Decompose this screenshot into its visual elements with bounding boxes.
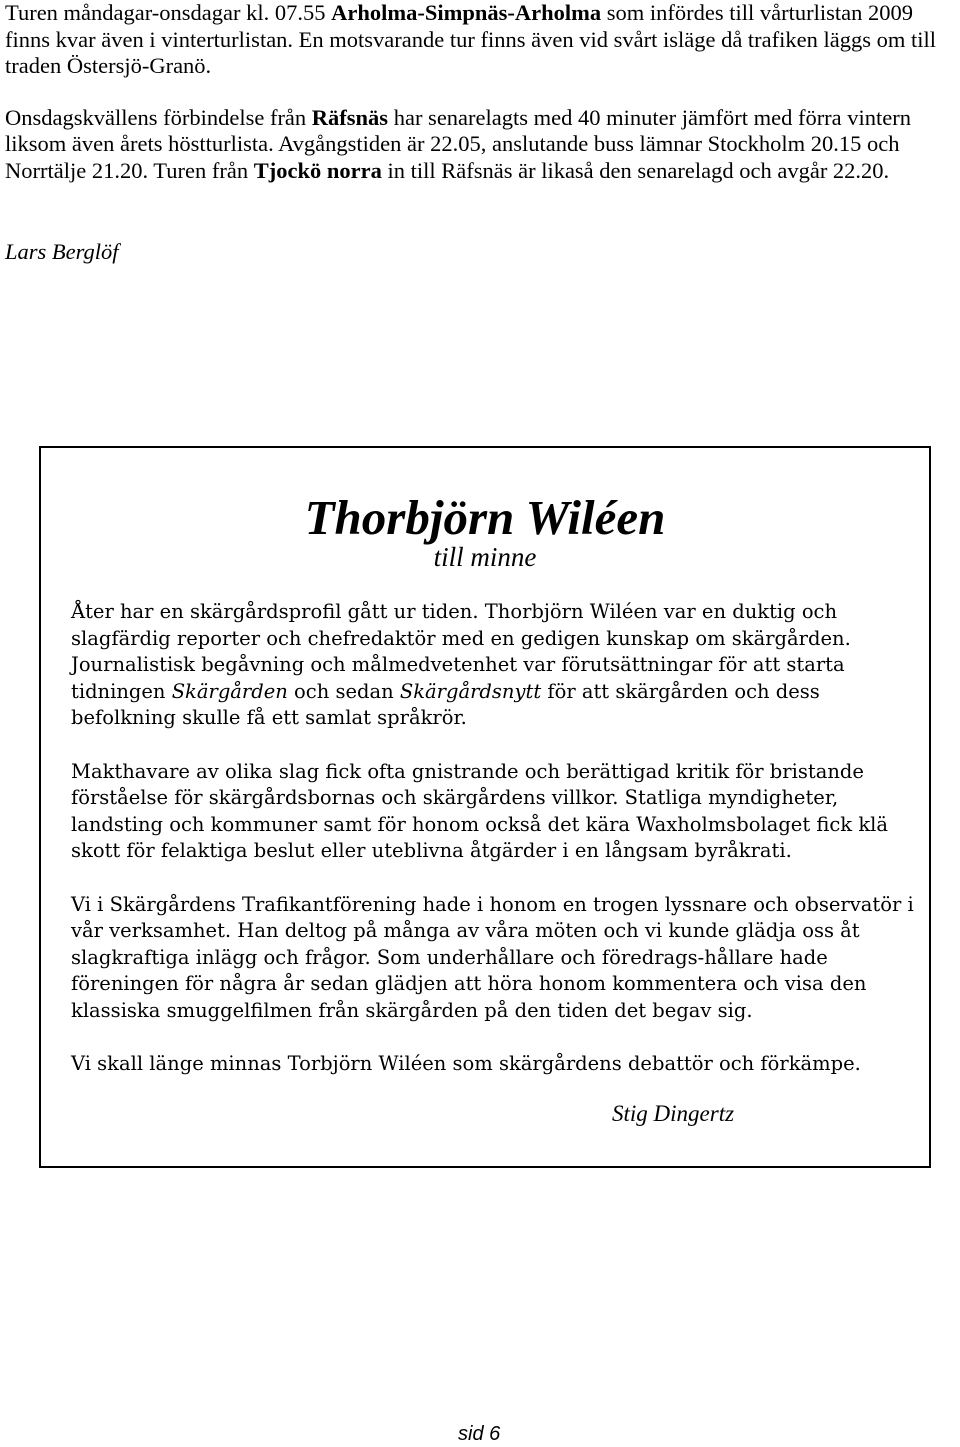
memorial-body — [71, 599, 921, 1105]
place-name: Tjockö norra — [253, 157, 382, 183]
memorial-subtitle: till minne — [433, 542, 537, 572]
memorial-paragraph: Vi skall länge minnas Torbjörn Wiléen som skärgårdens debattör och förkämpe. — [71, 1052, 861, 1075]
author-byline: Lars Berglöf — [5, 239, 119, 264]
route-news-section — [5, 0, 955, 184]
paragraph-text: Turen måndagar-onsdagar kl. 07.55 — [5, 0, 332, 25]
rafsnas-paragraph — [5, 105, 955, 185]
memorial-paragraph: Vi i Skärgårdens Trafikantförening hade i honom en trogen lyssnare och observatör i vår verksamhet. Han deltog på många av våra möten och vi kunde glädja oss åt slagkraftiga inlägg och frågor. Som underhållare och föredrags-hållare hade föreningen för några år sedan glädjen att höra honom kommentera och visa den klassiska smuggelfilmen från skärgården på den tiden det begav sig. — [71, 892, 914, 1022]
paragraph-text: har senarelagts med 40 minuter jämfört med förra vintern liksom även årets höstturlista. Avgångstiden är 22.05, anslutande buss lämnar Stockholm 20.15 och Norrtälje 21.20. Turen från — [5, 104, 912, 183]
publication-title: Skärgården — [171, 679, 288, 703]
arholma-paragraph — [5, 0, 955, 80]
memorial-signature: Stig Dingertz — [612, 1101, 735, 1126]
page-number: sid 6 — [458, 1423, 501, 1445]
memorial-box — [39, 446, 931, 1168]
paragraph-text: Onsdagskvällens förbindelse från — [5, 104, 312, 130]
memorial-paragraph: Åter har en skärgårdsprofil gått ur tiden. Thorbjörn Wiléen var en duktig och slagfärdig reporter och chefredaktör med en gedigen kunskap om skärgården. Journalistisk begåvning och målmedvetenhet var förutsättningar för att starta tidningen Skärgården och sedan Skärgårdsnytt för att skärgården och dess befolkning skulle få ett samlat språkrör. — [71, 600, 851, 729]
place-name: Räfsnäs — [311, 104, 389, 130]
memorial-paragraph: Makthavare av olika slag fick ofta gnistrande och berättigad kritik för bristande förståelse för skärgårdsbornas och skärgårdens villkor. Statliga myndigheter, landsting och kommuner samt för honom också det kära Waxholmsbolaget fick klä skott för felaktiga beslut eller uteblivna åtgärder i en långsam byråkrati. — [71, 759, 889, 862]
paragraph-text: som infördes till vårturlistan 2009 finns kvar även i vinterturlistan. En motsvarande tur finns även vid svårt isläge då trafiken läggs om till traden Östersjö-Granö. — [5, 0, 937, 78]
publication-title: Skärgårdsnytt — [399, 679, 542, 703]
memorial-title: Thorbjörn Wiléen — [304, 490, 666, 545]
route-name: Arholma-Simpnäs-Arholma — [331, 0, 602, 25]
paragraph-text: in till Räfsnäs är likaså den senarelagd och avgår 22.20. — [381, 157, 890, 183]
